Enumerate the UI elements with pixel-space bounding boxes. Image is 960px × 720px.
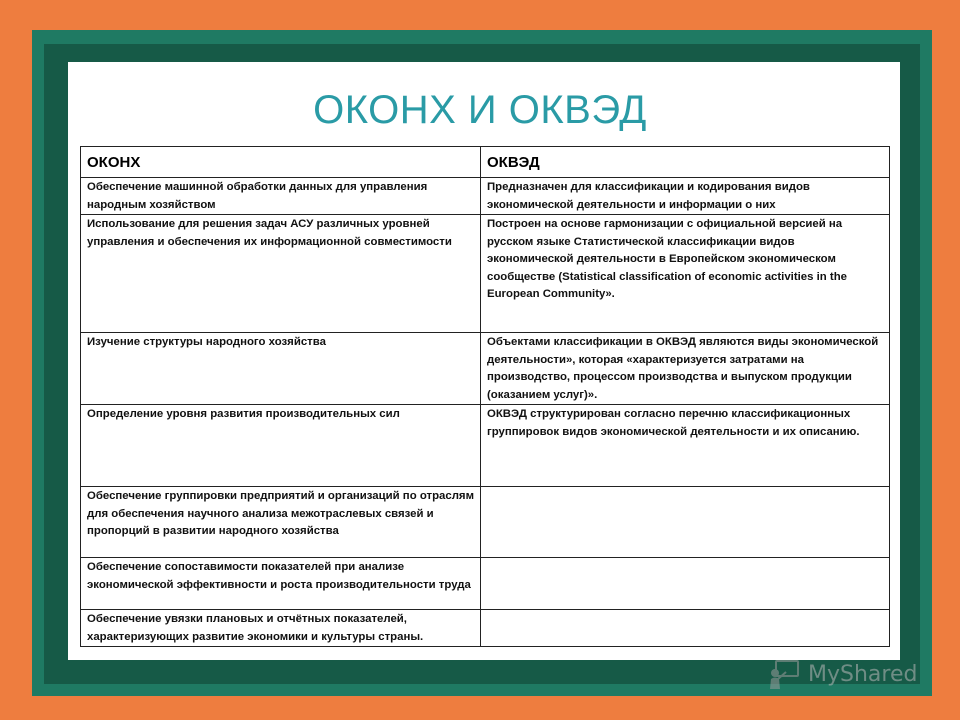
table-row: [81, 405, 890, 487]
table-cell: Определение уровня развития производительных сил: [81, 405, 481, 487]
header-okonh: ОКОНХ: [81, 147, 481, 178]
table-cell: Предназначен для классификации и кодирования видов экономической деятельности и информации о них: [481, 178, 890, 215]
table-cell: [481, 558, 890, 610]
comparison-table: [80, 146, 890, 647]
watermark-text: MyShared: [808, 661, 918, 687]
table-cell: Изучение структуры народного хозяйства: [81, 333, 481, 405]
table-cell: ОКВЭД структурирован согласно перечню классификационных группировок видов экономической деятельности и их описанию.: [481, 405, 890, 487]
table-row: [81, 487, 890, 558]
table-cell: Обеспечение сопоставимости показателей при анализе экономической эффективности и роста производительности труда: [81, 558, 481, 610]
table-cell: Построен на основе гармонизации с официальной версией на русском языке Статистической классификации видов экономической деятельности в Европейском экономическом сообществе (Statistical classification of economic activities in the European Community».: [481, 215, 890, 333]
table-row: [81, 178, 890, 215]
slide-title: ОКОНХ И ОКВЭД: [313, 88, 647, 132]
table-cell: [481, 487, 890, 558]
table-row: [81, 558, 890, 610]
presenter-icon: [768, 657, 802, 691]
table-cell: [481, 610, 890, 647]
watermark: [768, 656, 917, 692]
header-okved: ОКВЭД: [481, 147, 890, 178]
table-row: [81, 333, 890, 405]
table-cell: Обеспечение машинной обработки данных для управления народным хозяйством: [81, 178, 481, 215]
table-row: [81, 610, 890, 647]
table-header-row: [81, 147, 890, 178]
table-cell: Обеспечение группировки предприятий и организаций по отраслям для обеспечения научного анализа межотраслевых связей и пропорций в развитии народного хозяйства: [81, 487, 481, 558]
table-row: [81, 215, 890, 333]
table-cell: Обеспечение увязки плановых и отчётных показателей, характеризующих развитие экономики и культуры страны.: [81, 610, 481, 647]
table-cell: Использование для решения задач АСУ различных уровней управления и обеспечения их информационной совместимости: [81, 215, 481, 333]
table-cell: Объектами классификации в ОКВЭД являются виды экономической деятельности», которая «характеризуется затратами на производство, процессом производства и выпуском продукции (оказанием услуг)».: [481, 333, 890, 405]
